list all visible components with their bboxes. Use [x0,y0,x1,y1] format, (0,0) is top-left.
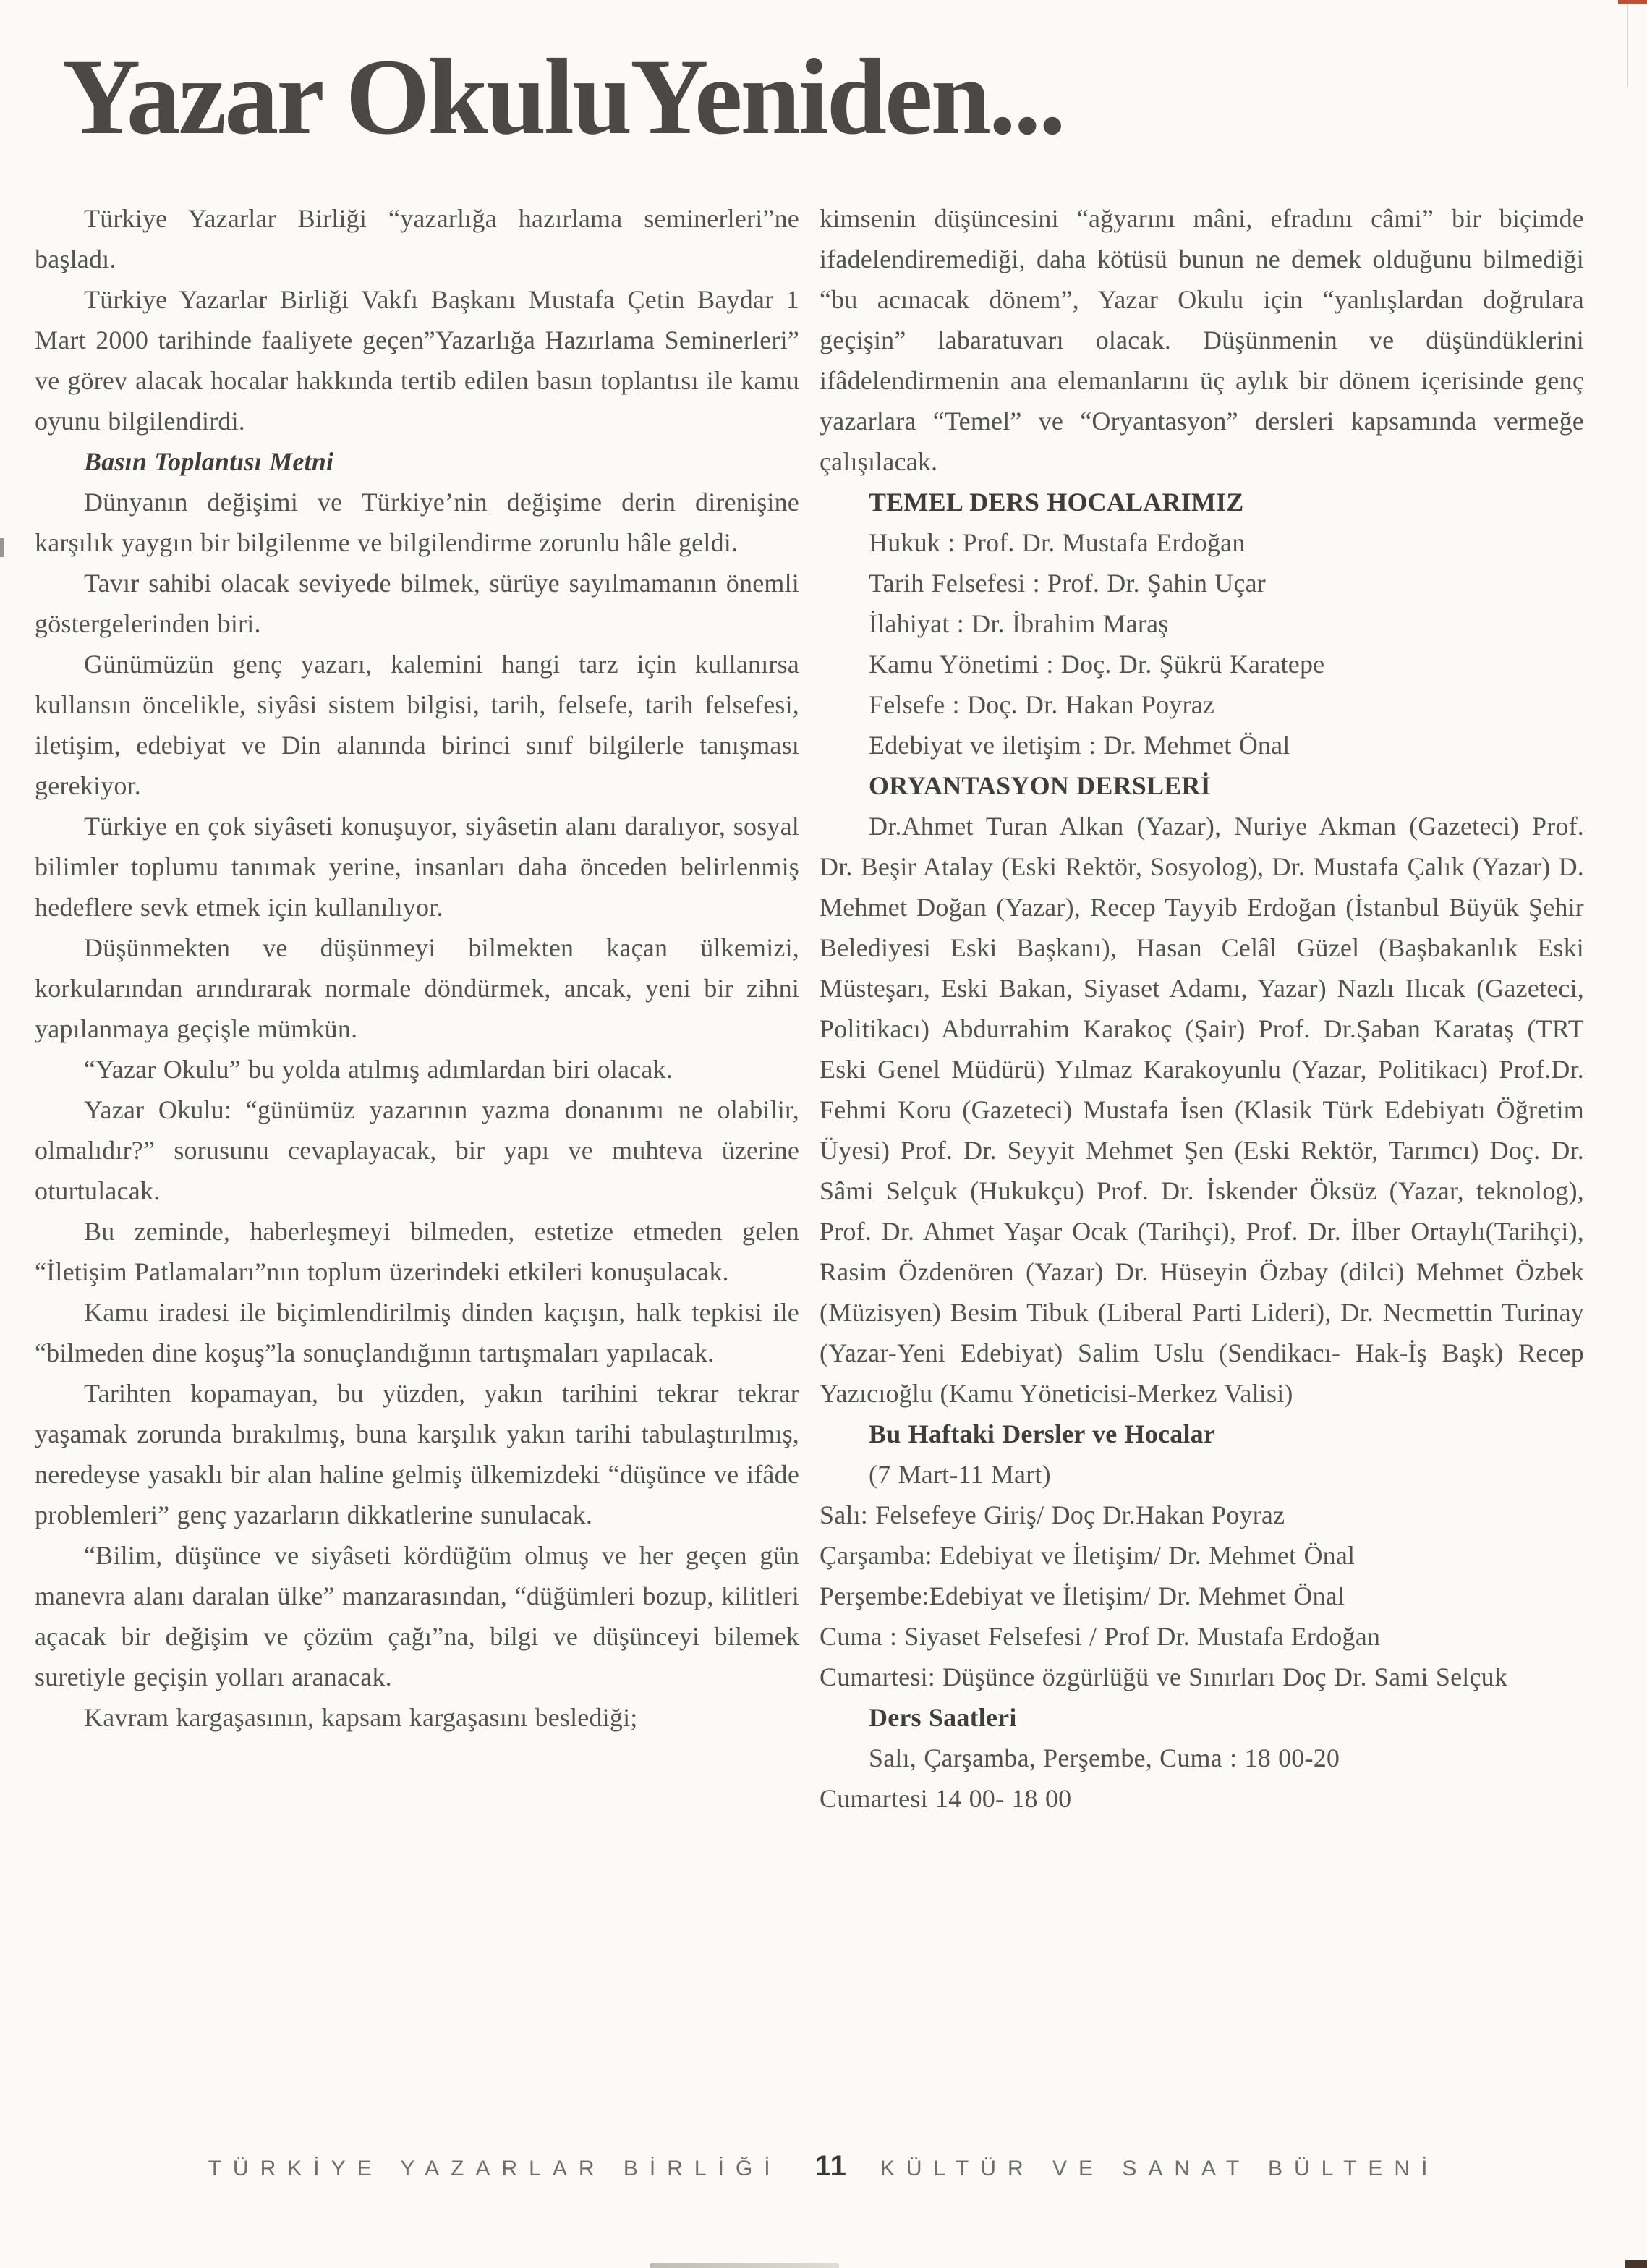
column-right [820,198,1584,1819]
scan-artifact-bottom-right [1625,2260,1647,2268]
paragraph: Kamu iradesi ile biçimlendirilmiş dinden kaçışın, halk tepkisi ile “bilmeden dine koşuş”la sonuçlandığının tartışmaları yapılacak. [35,1298,799,1367]
footer-publisher-text: TÜRKİYE YAZARLAR BİRLİĞİ [208,2157,782,2180]
paragraph: Yazar Okulu: “günümüz yazarının yazma donanımı ne olabilir, olmalıdır?” sorusunu cevaplayacak, bir yapı ve muhteva üzerine oturtulacak. [35,1095,799,1205]
footer-bulletin-text: KÜLTÜR VE SANAT BÜLTENİ [880,2157,1439,2180]
paragraph: Cumartesi: Düşünce özgürlüğü ve Sınırları Doç Dr. Sami Selçuk [820,1662,1508,1691]
scan-artifact-left-tick [0,538,4,557]
paragraph: Ders Saatleri [869,1703,1017,1732]
scan-artifact-bottom-smudge [650,2263,839,2268]
page-title: Yazar OkuluYeniden... [62,37,1064,157]
paragraph: kimsenin düşüncesini “ağyarını mâni, efradını câmi” bir biçimde ifadelendiremediği, daha kötüsü bunun ne demek olduğunu bilmediği “bu acınacak dönem”, Yazar Okulu için “yanlışlardan doğrulara geçişin” labaratuvarı olacak. Düşünmenin ve düşündüklerini ifâdelendirmenin ana elemanlarını üç aylık bir dönem içerisinde genç yazarlara “Temel” ve “Oryantasyon” dersleri kapsamında vermeğe çalışılacak. [820,204,1584,476]
paragraph: Basın Toplantısı Metni [84,447,334,476]
paragraph: Bu Haftaki Dersler ve Hocalar [869,1419,1216,1448]
paragraph: Çarşamba: Edebiyat ve İletişim/ Dr. Mehmet Önal [820,1541,1356,1570]
paragraph: Salı, Çarşamba, Perşembe, Cuma : 18 00-20 [869,1744,1340,1772]
paragraph: Kavram kargaşasının, kapsam kargaşasını beslediği; [84,1703,638,1732]
paragraph: TEMEL DERS HOCALARIMIZ [869,488,1244,517]
page-number: 11 [814,2150,847,2182]
paragraph: Tarih Felsefesi : Prof. Dr. Şahin Uçar [869,569,1266,598]
paragraph: Düşünmekten ve düşünmeyi bilmekten kaçan ülkemizi, korkularından arındırarak normale döndürmek, ancak, yeni bir zihni yapılanmaya geçişle mümkün. [35,933,799,1043]
paragraph: Türkiye Yazarlar Birliği Vakfı Başkanı Mustafa Çetin Baydar 1 Mart 2000 tarihinde faaliyete geçen”Yazarlığa Hazırlama Seminerleri” ve görev alacak hocalar hakkında tertib edilen basın toplantısı ile kamu oyunu bilgilendirdi. [35,285,799,436]
paragraph: Tavır sahibi olacak seviyede bilmek, sürüye sayılmamanın önemli göstergelerinden biri. [35,569,799,638]
article-body [35,198,1584,1819]
paragraph: Türkiye Yazarlar Birliği “yazarlığa hazırlama seminerleri”ne başladı. [35,204,799,273]
column-left [35,198,799,1819]
paragraph: Türkiye en çok siyâseti konuşuyor, siyâsetin alanı daralıyor, sosyal bilimler toplumu tanımak yerine, insanları daha önceden belirlenmiş hedeflere sevk etmek için kullanılıyor. [35,812,799,922]
paragraph: Dünyanın değişimi ve Türkiye’nin değişime derin direnişine karşılık yaygın bir bilgilenme ve bilgilendirme zorunlu hâle geldi. [35,488,799,557]
paragraph: “Bilim, düşünce ve siyâseti kördüğüm olmuş ve her geçen gün manevra alanı daralan ülke” manzarasından, “düğümleri bozup, kilitleri açacak bir değişim ve çözüm çağı”na, bilgi ve düşünceyi bilemek suretiyle geçişin yolları aranacak. [35,1541,799,1691]
paragraph: Felsefe : Doç. Dr. Hakan Poyraz [869,690,1215,719]
paragraph: Perşembe:Edebiyat ve İletişim/ Dr. Mehmet Önal [820,1581,1345,1610]
paragraph: “Yazar Okulu” bu yolda atılmış adımlardan biri olacak. [84,1055,673,1084]
paragraph: Bu zeminde, haberleşmeyi bilmeden, estetize etmeden gelen “İletişim Patlamaları”nın toplum üzerindeki etkileri konuşulacak. [35,1217,799,1286]
paragraph: Cumartesi 14 00- 18 00 [820,1784,1072,1813]
paragraph: Tarihten kopamayan, bu yüzden, yakın tarihini tekrar tekrar yaşamak zorunda bırakılmış, buna karşılık yakın tarihi tabulaştırılmış, neredeyse yasaklı bir alan haline gelmiş ülkemizdeki “düşünce ve ifâde problemleri” genç yazarların dikkatlerine sunulacak. [35,1379,799,1529]
scan-artifact-right-hairline [1627,0,1628,87]
paragraph: İlahiyat : Dr. İbrahim Maraş [869,609,1169,638]
paragraph: Kamu Yönetimi : Doç. Dr. Şükrü Karatepe [869,650,1325,679]
paragraph: Cuma : Siyaset Felsefesi / Prof Dr. Mustafa Erdoğan [820,1622,1381,1651]
paragraph: ORYANTASYON DERSLERİ [869,771,1211,800]
paragraph: (7 Mart-11 Mart) [869,1460,1051,1489]
paragraph: Hukuk : Prof. Dr. Mustafa Erdoğan [869,528,1246,557]
footer [0,2150,1647,2183]
paragraph: Günümüzün genç yazarı, kalemini hangi tarz için kullanırsa kullansın öncelikle, siyâsi sistem bilgisi, tarih, felsefe, tarih felsefesi, iletişim, edebiyat ve Din alanında birinci sınıf bilgilerle tanışması gerekiyor. [35,650,799,800]
paragraph: Salı: Felsefeye Giriş/ Doç Dr.Hakan Poyraz [820,1500,1285,1529]
paragraph: Dr.Ahmet Turan Alkan (Yazar), Nuriye Akman (Gazeteci) Prof. Dr. Beşir Atalay (Eski Rektör, Sosyolog), Dr. Mustafa Çalık (Yazar) D. Mehmet Doğan (Yazar), Recep Tayyib Erdoğan (İstanbul Büyük Şehir Belediyesi Eski Başkanı), Hasan Celâl Güzel (Başbakanlık Eski Müsteşarı, Eski Bakan, Siyaset Adamı, Yazar) Nazlı Ilıcak (Gazeteci, Politikacı) Abdurrahim Karakoç (Şair) Prof. Dr.Şaban Karataş (TRT Eski Genel Müdürü) Yılmaz Karakoyunlu (Yazar, Politikacı) Prof.Dr. Fehmi Koru (Gazeteci) Mustafa İsen (Klasik Türk Edebiyatı Öğretim Üyesi) Prof. Dr. Seyyit Mehmet Şen (Eski Rektör, Tarımcı) Doç. Dr. Sâmi Selçuk (Hukukçu) Prof. Dr. İskender Öksüz (Yazar, teknolog), Prof. Dr. Ahmet Yaşar Ocak (Tarihçi), Prof. Dr. İlber Ortaylı(Tarihçi), Rasim Özdenören (Yazar) Dr. Hüseyin Özbay (dilci) Mehmet Özbek (Müzisyen) Besim Tibuk (Liberal Parti Lideri), Dr. Necmettin Turinay (Yazar-Yeni Edebiyat) Salim Uslu (Sendikacı- Hak-İş Başk) Recep Yazıcıoğlu (Kamu Yöneticisi-Merkez Valisi) [820,812,1584,1408]
paragraph: Edebiyat ve iletişim : Dr. Mehmet Önal [869,731,1290,760]
scan-artifact-top-right [1618,0,1647,4]
